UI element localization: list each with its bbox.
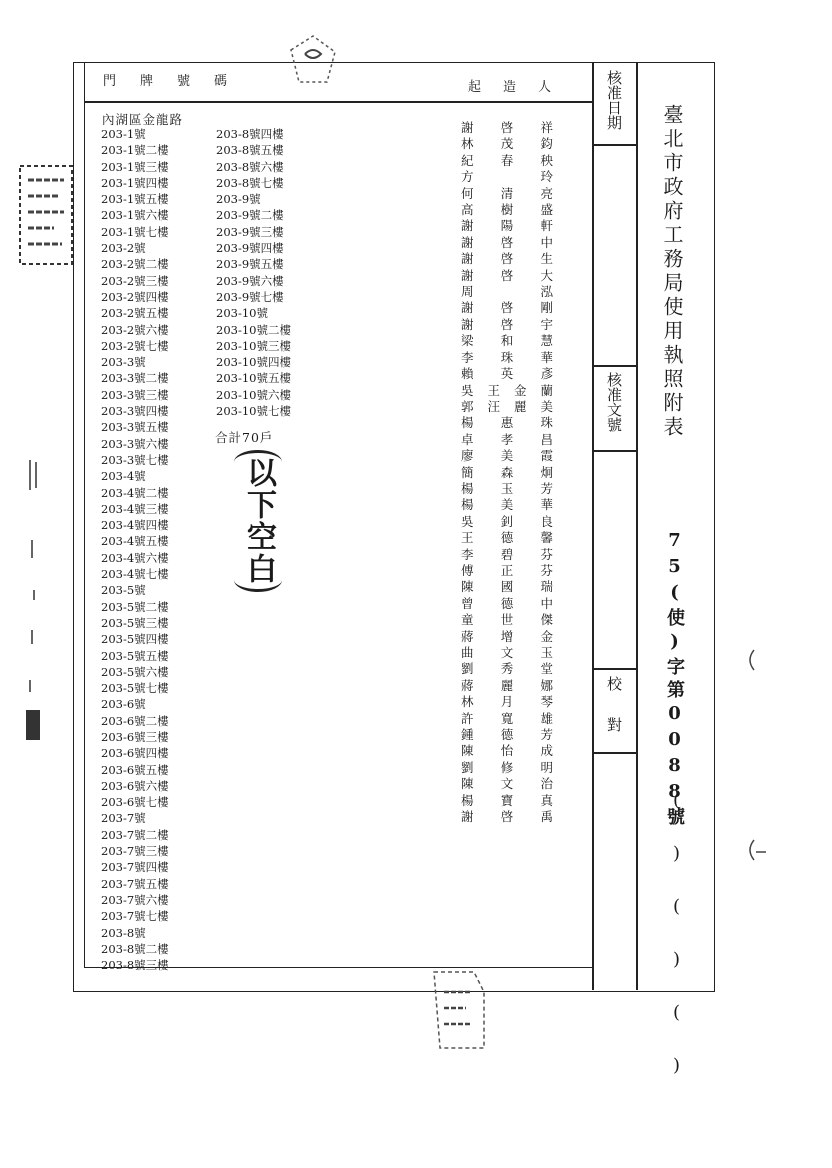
builder-name: 謝 啓 祥 — [461, 120, 553, 135]
builder-name: 謝 陽 軒 — [461, 218, 553, 234]
address-entry: 203-9號二樓 — [216, 208, 284, 223]
scan-noise-left — [20, 440, 50, 750]
address-entry: 203-2號三樓 — [101, 273, 169, 288]
address-entry: 203-10號二樓 — [216, 322, 291, 337]
address-entry: 203-2號四樓 — [101, 289, 169, 304]
builder-name: 紀 春 秧 — [461, 152, 553, 168]
address-entry: 203-9號四樓 — [216, 241, 284, 256]
builder-name: 謝 啓 中 — [461, 234, 553, 250]
address-entry: 203-6號 — [101, 697, 146, 712]
builder-name: 劉 修 明 — [461, 759, 553, 775]
address-entry: 203-5號 — [101, 583, 146, 598]
address-entry: 203-6號四樓 — [101, 746, 169, 761]
builder-name: 曾 德 中 — [461, 595, 553, 611]
address-entry: 203-10號六樓 — [216, 387, 291, 402]
builder-name: 郭 汪 麗 美 — [461, 398, 553, 414]
builder-name: 吳 釗 良 — [461, 513, 553, 529]
address-entry: 203-1號三樓 — [101, 159, 169, 174]
blank-below-note: 以下空白 — [234, 450, 282, 592]
address-entry: 203-3號五樓 — [101, 420, 169, 435]
builder-name: 楊 惠 珠 — [461, 415, 553, 431]
address-entry: 203-7號七樓 — [101, 909, 169, 924]
address-entry: 203-1號 — [101, 127, 146, 141]
address-entry: 203-7號三樓 — [101, 844, 169, 859]
address-entry: 203-9號三樓 — [216, 224, 284, 239]
address-entry: 203-1號七樓 — [101, 224, 169, 239]
address-entry: 203-6號七樓 — [101, 795, 169, 810]
address-entry: 203-4號 — [101, 469, 146, 484]
address-entry: 203-10號三樓 — [216, 338, 291, 353]
builder-name: 高 樹 盛 — [461, 202, 553, 218]
builder-name: 卓 孝 昌 — [461, 431, 553, 447]
address-entry: 203-6號六樓 — [101, 778, 169, 793]
address-list-2 — [216, 126, 291, 419]
approval-doc-top-divider — [592, 365, 636, 367]
district-label: 內湖區金龍路 — [102, 112, 184, 127]
address-entry: 203-3號 — [101, 355, 146, 370]
address-entry: 203-3號六樓 — [101, 436, 169, 451]
address-entry: 203-2號 — [101, 241, 146, 256]
address-entry: 203-2號六樓 — [101, 322, 169, 337]
builder-name: 周 泓 — [461, 284, 553, 300]
approval-date-divider — [592, 144, 636, 146]
total-units: 合計70戶 — [215, 430, 274, 445]
approval-doc-label: 核准文號 — [605, 372, 623, 432]
builder-name: 蔣 麗 娜 — [461, 677, 553, 693]
address-entry: 203-9號 — [216, 192, 261, 207]
builder-name: 楊 美 華 — [461, 497, 553, 513]
builder-name: 謝 啓 生 — [461, 251, 553, 267]
builder-name: 廖 美 霞 — [461, 448, 553, 464]
builder-name: 方 玲 — [461, 169, 553, 185]
address-entry: 203-5號六樓 — [101, 664, 169, 679]
address-entry: 203-10號七樓 — [216, 404, 291, 419]
address-entry: 203-3號七樓 — [101, 452, 169, 467]
address-list-1 — [101, 126, 169, 973]
builder-name: 吳 王 金 蘭 — [461, 382, 553, 398]
address-entry: 203-8號五樓 — [216, 143, 284, 158]
address-entry: 203-2號二樓 — [101, 257, 169, 272]
builder-name: 蔣 增 金 — [461, 628, 553, 644]
builder-heading: 起造人 — [468, 80, 574, 95]
address-entry: 203-8號七樓 — [216, 175, 284, 190]
address-entry: 203-7號 — [101, 811, 146, 826]
license-number: 75(使)字第0088號 — [664, 530, 685, 830]
address-entry: 203-6號二樓 — [101, 713, 169, 728]
address-entry: 203-2號五樓 — [101, 306, 169, 321]
builder-name: 鍾 德 芳 — [461, 727, 553, 743]
address-entry: 203-1號六樓 — [101, 208, 169, 223]
builder-name: 何 清 亮 — [461, 185, 553, 201]
builder-name: 簡 森 炯 — [461, 464, 553, 480]
builder-name: 謝 啓 宇 — [461, 316, 553, 332]
address-entry: 203-7號二樓 — [101, 827, 169, 842]
address-entry: 203-8號三樓 — [101, 958, 169, 973]
address-entry: 203-8號二樓 — [101, 941, 169, 956]
address-entry: 203-8號 — [101, 925, 146, 940]
address-entry: 203-9號七樓 — [216, 289, 284, 304]
address-entry: 203-4號二樓 — [101, 485, 169, 500]
address-entry: 203-5號五樓 — [101, 648, 169, 663]
address-entry: 203-3號三樓 — [101, 387, 169, 402]
address-entry: 203-1號五樓 — [101, 192, 169, 207]
address-entry: 203-3號二樓 — [101, 371, 169, 386]
builder-name: 李 碧 芬 — [461, 546, 553, 562]
address-entry: 203-5號七樓 — [101, 681, 169, 696]
approval-column-divider — [592, 62, 594, 990]
approval-date-label: 核准日期 — [605, 70, 623, 130]
address-entry: 203-5號四樓 — [101, 632, 169, 647]
form-title: 臺北市政府工務局使用執照附表 — [660, 104, 684, 440]
address-entry: 203-5號二樓 — [101, 599, 169, 614]
builder-name: 謝 啓 大 — [461, 267, 553, 283]
header-divider — [84, 101, 592, 103]
builder-name: 傅 正 芬 — [461, 562, 553, 578]
proofread-top-divider — [592, 668, 636, 670]
builder-name: 王 德 馨 — [461, 530, 553, 546]
builder-name: 謝 啓 禹 — [461, 809, 553, 825]
proofread-label: 校對 — [605, 676, 623, 758]
address-entry: 203-10號 — [216, 306, 268, 321]
address-entry: 203-7號五樓 — [101, 876, 169, 891]
address-entry: 203-4號五樓 — [101, 534, 169, 549]
builder-name: 林 月 琴 — [461, 694, 553, 710]
address-entry: 203-2號七樓 — [101, 338, 169, 353]
address-entry: 203-10號五樓 — [216, 371, 291, 386]
builder-name: 楊 寶 真 — [461, 792, 553, 808]
seal-stamp-bottom — [428, 966, 492, 1056]
address-entry: 203-9號五樓 — [216, 257, 284, 272]
builder-name: 李 珠 華 — [461, 349, 553, 365]
address-entry: 203-4號三樓 — [101, 501, 169, 516]
address-entry: 203-4號七樓 — [101, 567, 169, 582]
address-entry: 203-3號四樓 — [101, 404, 169, 419]
builder-name: 童 世 傑 — [461, 612, 553, 628]
approval-doc-bottom-divider — [592, 450, 636, 452]
address-entry: 203-8號六樓 — [216, 159, 284, 174]
builder-name: 劉 秀 堂 — [461, 661, 553, 677]
builder-name: 許 寬 雄 — [461, 710, 553, 726]
address-entry: 203-1號二樓 — [101, 143, 169, 158]
builder-name: 陳 文 治 — [461, 776, 553, 792]
builder-name: 楊 玉 芳 — [461, 480, 553, 496]
address-entry: 203-4號六樓 — [101, 550, 169, 565]
title-column-divider — [636, 62, 638, 990]
address-entry: 203-4號四樓 — [101, 518, 169, 533]
builder-name: 謝 啓 剛 — [461, 300, 553, 316]
builder-name: 梁 和 慧 — [461, 333, 553, 349]
builder-list — [461, 120, 553, 825]
builder-name: 賴 英 彥 — [461, 366, 553, 382]
seal-stamp-top — [283, 30, 343, 90]
address-entry: 203-6號三樓 — [101, 729, 169, 744]
address-entry: 203-7號四樓 — [101, 860, 169, 875]
builder-name: 陳 國 瑞 — [461, 579, 553, 595]
address-entry: 203-5號三樓 — [101, 615, 169, 630]
scan-noise-right — [742, 640, 772, 870]
address-entry: 203-8號四樓 — [216, 127, 284, 141]
address-entry: 203-1號四樓 — [101, 175, 169, 190]
license-paren-line: ()()() — [666, 790, 687, 1108]
address-entry: 203-7號六樓 — [101, 892, 169, 907]
seal-stamp-left — [14, 160, 78, 270]
builder-name: 林 茂 鈞 — [461, 136, 553, 152]
builder-name: 曲 文 玉 — [461, 645, 553, 660]
address-entry: 203-10號四樓 — [216, 355, 291, 370]
address-entry: 203-6號五樓 — [101, 762, 169, 777]
builder-name: 陳 怡 成 — [461, 743, 553, 759]
house-number-heading: 門牌號碼 — [103, 74, 252, 89]
address-entry: 203-9號六樓 — [216, 273, 284, 288]
